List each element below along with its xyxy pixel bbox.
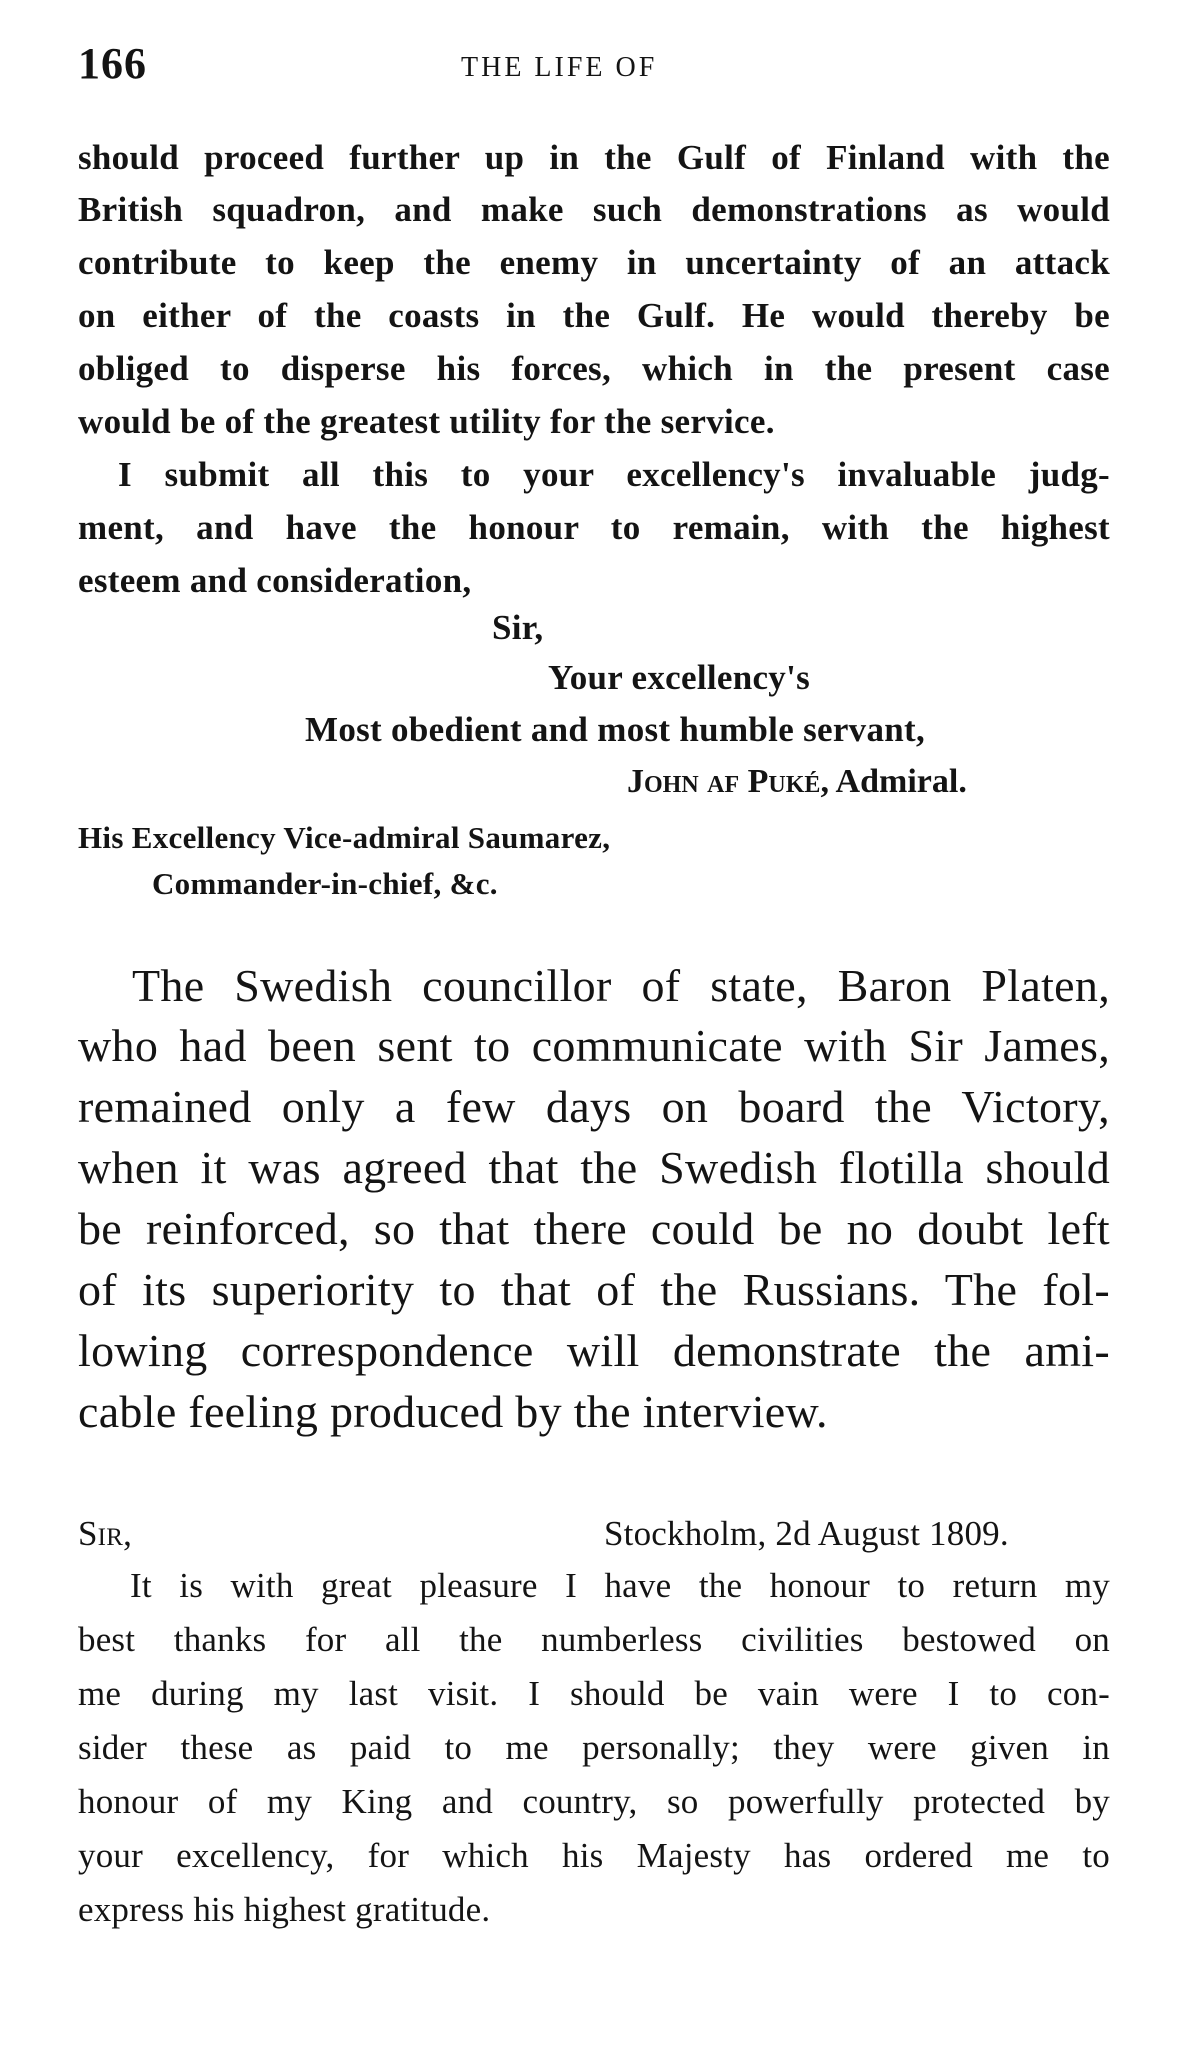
narrative-line: lowing correspondence will demonstrate the ami- — [78, 1325, 1110, 1376]
narrative-line: The Swedish councillor of state, Baron Platen, — [132, 960, 1110, 1011]
letter-2-line: express his highest gratitude. — [78, 1890, 491, 1929]
letter-2-line: your excellency, for which his Majesty has ordered me to — [78, 1836, 1110, 1875]
letter-1-addressee: His Excellency Vice-admiral Saumarez, — [78, 820, 611, 855]
letter-2-line: sider these as paid to me personally; they were given in — [78, 1728, 1110, 1767]
letter-1-line: contribute to keep the enemy in uncertainty of an attack — [78, 243, 1110, 282]
letter-1-closing: Most obedient and most humble servant, — [305, 710, 926, 749]
narrative-line: be reinforced, so that there could be no doubt left — [78, 1203, 1110, 1254]
letter-2-line: It is with great pleasure I have the honour to return my — [130, 1566, 1110, 1605]
letter-1-line: should proceed further up in the Gulf of Finland with the — [78, 138, 1110, 177]
letter-1-line: obliged to disperse his forces, which in the present case — [78, 349, 1110, 388]
letter-2-salutation: Sir, — [78, 1514, 133, 1553]
letter-1-line: British squadron, and make such demonstrations as would — [78, 190, 1110, 229]
narrative-line: cable feeling produced by the interview. — [78, 1386, 828, 1437]
letter-1-line: esteem and consideration, — [78, 561, 472, 600]
narrative-line: who had been sent to communicate with Sir James, — [78, 1020, 1110, 1071]
letter-2-line: honour of my King and country, so powerfully protected by — [78, 1782, 1110, 1821]
page-number: 166 — [78, 39, 147, 88]
narrative-line: when it was agreed that the Swedish flotilla should — [78, 1142, 1110, 1193]
letter-2-line: best thanks for all the numberless civilities bestowed on — [78, 1620, 1110, 1659]
letter-1-line: on either of the coasts in the Gulf. He would thereby be — [78, 296, 1110, 335]
narrative-line: of its superiority to that of the Russians. The fol- — [78, 1264, 1110, 1315]
signature-name: John af Puké — [627, 763, 821, 800]
letter-1-salutation: Sir, — [492, 608, 544, 647]
signature-rank: , Admiral. — [820, 763, 967, 800]
running-head: THE LIFE OF — [461, 52, 658, 83]
letter-2-dateline: Stockholm, 2d August 1809. — [604, 1514, 1009, 1553]
letter-1-line: ment, and have the honour to remain, with the highest — [78, 508, 1110, 547]
letter-1-line: would be of the greatest utility for the service. — [78, 402, 775, 441]
letter-1-closing: Your excellency's — [548, 658, 811, 697]
letter-1-signature — [627, 765, 967, 799]
letter-1-line: I submit all this to your excellency's invaluable judg- — [118, 455, 1110, 494]
page-header — [78, 38, 1118, 98]
narrative-line: remained only a few days on board the Victory, — [78, 1081, 1110, 1132]
letter-1-addressee: Commander-in-chief, &c. — [152, 866, 498, 901]
letter-2-line: me during my last visit. I should be vain were I to con- — [78, 1674, 1110, 1713]
